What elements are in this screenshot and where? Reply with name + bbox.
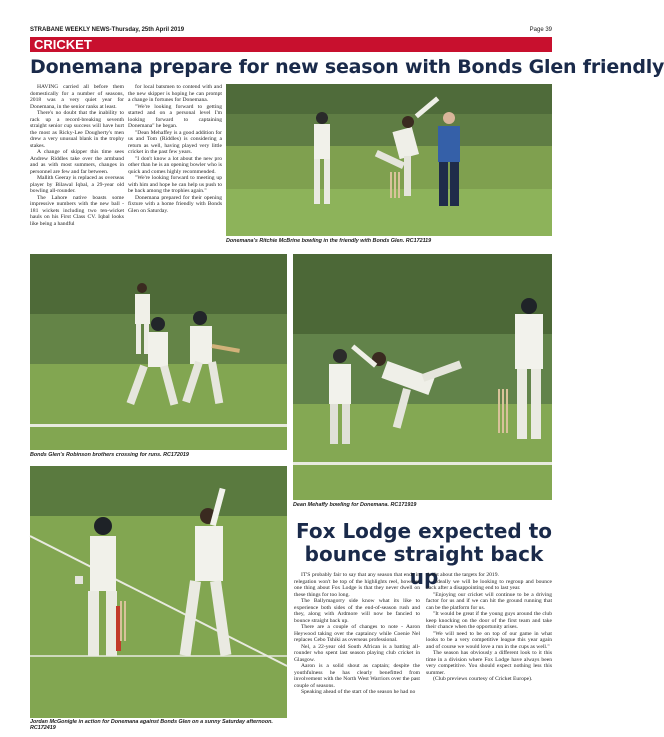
story1-col2-paragraph: "We're looking forward to meeting up with him and hope he can help us push to be back among the trophies again."	[128, 175, 222, 194]
story1-col2-paragraph: for local batsmen to contend with and the new skipper is hoping he can prompt a change in fortunes for Donemana.	[128, 84, 222, 103]
photo-mehaffy-bowling	[293, 254, 552, 500]
photo-mcgonigle-action	[30, 466, 287, 718]
story2-col2-paragraph: "We will need to be on top of our game in what looks to be a very competitive league this year again and of course we would love a run in the cups as well."	[426, 630, 552, 650]
story2-col2-paragraph: doubt about the targets for 2019.	[426, 572, 499, 578]
story2-col1-paragraph: IT'S probably fair to say that any season that ends in relegation won't be top of the highlights reel, however one thing about Fox Lodge is that they never dwell on these things for too long.	[294, 572, 420, 598]
story1-column-1	[30, 84, 124, 252]
masthead	[30, 27, 552, 37]
story2-col2-paragraph: "Enjoying our cricket will continue to be a driving factor for us and if we can hit the ground running that can be the platform for us.	[426, 591, 552, 611]
story1-headline: Donemana prepare for new season with Bonds Glen friendly	[30, 56, 664, 78]
photo-bowling-friendly	[226, 84, 552, 236]
photo2-caption: Bonds Glen's Robinson brothers crossing for runs. RC172019	[30, 452, 189, 458]
section-label: CRICKET	[34, 37, 92, 52]
story2-col1-paragraph: Aaron is a solid shout as captain; despite the youthfulness he has clearly benefitted from involvement with the North West Warriors over the past couple of seasons.	[294, 663, 420, 689]
story2-col1-paragraph: There are a couple of changes to note - Aaron Heywood taking over the captaincy while Coenie Nel replaces Cebo Tshiki as overseas professional.	[294, 624, 420, 643]
story1-col1-paragraph: Mallith Geeray is replaced as overseas player by Bilawal Iqbal, a 29-year old bowling all-rounder.	[30, 175, 124, 194]
story1-column-2	[128, 84, 222, 252]
page-number: Page 39	[529, 27, 552, 33]
story2-column-2	[426, 572, 552, 683]
photo-crossing-runs	[30, 254, 287, 450]
section-banner	[30, 37, 552, 52]
story2-col2-paragraph: The season has obviously a different look to it this time in a division where Fox Lodge have always been very competitive. You should expect nothing less this summer.	[426, 650, 552, 676]
photo4-caption: Jordan McGonigle in action for Donemana against Bonds Glen on a sunny Saturday afternoon. RC172419	[30, 719, 273, 732]
story1-col2-paragraph: "We're looking forward to getting started and on a personal level I'm looking forward to captaining Donemana" he began.	[128, 103, 222, 129]
story1-col1-paragraph: There's no doubt that the inability to rack up a record-breaking seventh straight senior cup success will have hurt the most as Ricky-Lee Dougherty's men drew a very unusual blank in the trophy stakes.	[30, 110, 124, 149]
story1-col1-paragraph: The Lahore native boasts some impressive numbers with the new ball - 181 wickets including two ten-wicket hauls on his First Class CV. Iqbal looks like being a handful	[30, 194, 124, 227]
story2-col1-paragraph: The Ballymagorry side know what its like to experience both sides of the end-of-season rush and they, along with Ardmore will now be fancied to bounce straight back up.	[294, 598, 420, 624]
story2-col1-paragraph: Nel, a 22-year old South African is a batting all-rounder who spent last season playing club cricket in Glasgow.	[294, 643, 420, 663]
story2-col2-paragraph: "It would be great if the young guys around the club keep knocking on the door of the first team and take their chance when the opportunity arises.	[426, 611, 552, 630]
story1-col2-paragraph: "I don't know a lot about the new pro other than he is an opening bowler who is quick and comes highly recommended.	[128, 155, 222, 175]
photo3-caption: Dean Mehaffy bowling for Donemana. RC171919	[293, 502, 417, 508]
story1-col1-paragraph: HAVING carried all before them domestically for a number of seasons, 2018 was a very quiet year for Donemana, in the senior ranks at least.	[30, 84, 124, 110]
story2-headline: Fox Lodge expected to bounce straight back up	[295, 519, 552, 589]
story2-col1-paragraph: Speaking ahead of the start of the season he had no	[301, 689, 416, 695]
photo1-caption: Donemana's Ritchie McBrine bowling in the friendly with Bonds Glen. RC172119	[226, 238, 432, 244]
story1-col2-paragraph: Donemana prepared for their opening fixture with a home friendly with Bonds Glen on Saturday.	[128, 194, 222, 214]
story2-column-1	[294, 572, 420, 696]
publication-line: STRABANE WEEKLY NEWS-Thursday, 25th April 2019	[30, 27, 185, 33]
story1-col1-paragraph: A change of skipper this time sees Andrew Riddles take over the armband and as with most summers, changes in personnel are few and far between.	[30, 149, 124, 175]
story2-col2-paragraph: "Ideally we will be looking to regroup and bounce back after a disappointing end to last year.	[426, 578, 552, 591]
story2-col2-paragraph: (Club previews courtesy of Cricket Europe).	[433, 676, 533, 682]
story1-col2-paragraph: "Dean Mehaffey is a good addition for us and Tom (Riddles) is considering a return as well, having played very little cricket in the past few years.	[128, 129, 222, 155]
